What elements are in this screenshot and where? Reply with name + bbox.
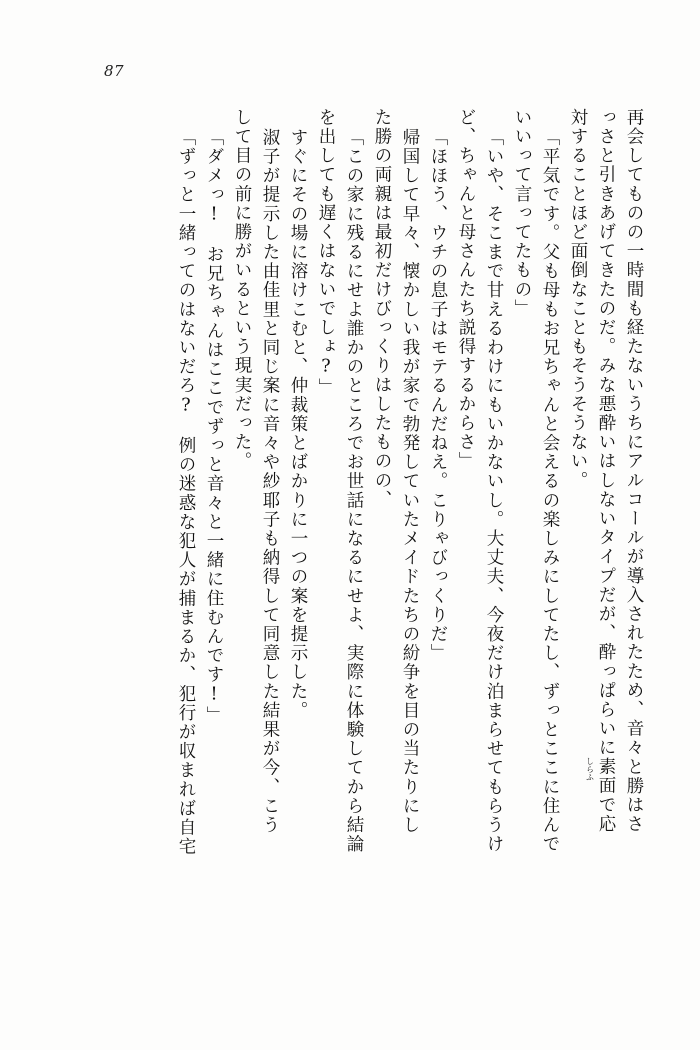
text-line: 「ずっと一緒ってのはないだろ? 例の迷惑な犯人が捕まるか、犯行が収まれば自宅 <box>176 128 196 857</box>
text-line: 「この家に残るにせよ誰かのところでお世話になるにせよ、実際に体験してから結論 <box>344 128 364 854</box>
text-line: 対することほど面倒なこともそうそうない。 <box>568 108 588 490</box>
ruby-base: 素面 <box>596 757 616 796</box>
text-line: 「平気です。父も母もお兄ちゃんと会えるの楽しみにしてたし、ずっとここに住んで <box>540 128 560 854</box>
text-line: ど、ちゃんと母さんたち説得するからさ」 <box>456 108 476 471</box>
text-line: 帰国して早々、懐かしい我が家で勃発していたメイドたちの紛争を目の当たりにし <box>400 128 420 835</box>
ruby-annotation <box>585 757 616 796</box>
text-line-with-ruby: っさと引きあげてきたのだ。みな悪酔いはしないタイプだが、酔っぱらいに素面 しらふ で応 <box>585 108 616 834</box>
text-line: 淑子が提示した由佳里と同じ案に音々や紗耶子も納得して同意した結果が今、こう <box>260 128 280 835</box>
text-line: 再会してものの一時間も経たないうちにアルコールが導入されたため、音々と勝はさ <box>624 108 644 834</box>
vertical-text-body <box>58 108 642 1008</box>
page-number: 87 <box>104 62 125 80</box>
text-line: を出しても遅くはないでしょ?」 <box>316 108 336 397</box>
text-line: いいって言ってたもの」 <box>512 108 532 319</box>
text-line: すぐにその場に溶けこむと、仲裁策とばかりに一つの案を提示した。 <box>288 128 308 721</box>
ruby-reading: しらふ <box>585 757 595 782</box>
text-line: 「ダメっ! お兄ちゃんはここでずっと音々と一緒に住むんです!」 <box>204 128 224 726</box>
text-line: 「いや、そこまで甘えるわけにもいかないし。大丈夫、今夜だけ泊まらせてもらうけ <box>484 128 504 854</box>
text-line: して目の前に勝がいるという現実だった。 <box>232 108 252 471</box>
text-line: 「ほほう、ウチの息子はモテるんだねえ。こりゃびっくりだ」 <box>428 128 448 663</box>
text-line: た勝の両親は最初だけびっくりはしたものの、 <box>372 108 392 510</box>
